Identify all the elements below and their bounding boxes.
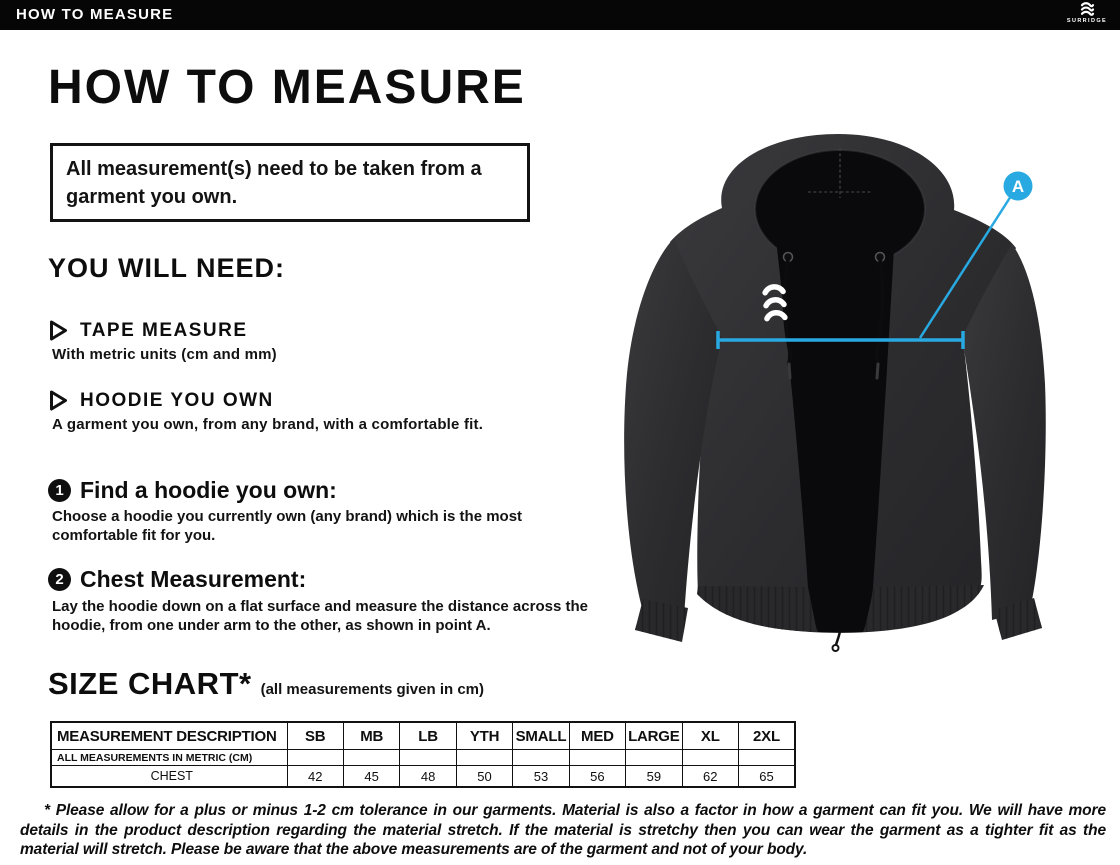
- column-header: 2XL: [739, 722, 796, 750]
- chest-value: 65: [739, 766, 796, 788]
- column-header: SB: [287, 722, 343, 750]
- column-header: SMALL: [513, 722, 569, 750]
- chest-value: 42: [287, 766, 343, 788]
- need-item-hoodie: [48, 389, 274, 412]
- hoodie-image: [618, 126, 1048, 660]
- column-header: MED: [569, 722, 625, 750]
- notice-text: All measurement(s) need to be taken from a garment you own.: [66, 158, 482, 208]
- drawstring-right-tip: [877, 364, 878, 378]
- footnote-text: * Please allow for a plus or minus 1-2 cm tolerance in our garments. Material is also a factor in how a garment can fit you. We will have more details in the product description regarding the material stretch. If the material is stretchy then you can wear the garment as a tighter fit as the material will stretch. Please be aware that the above measurements are of the garment and not of your body.: [20, 802, 1106, 858]
- top-bar: [0, 0, 1120, 30]
- triangle-bullet-icon: [48, 389, 69, 412]
- step-1-number-badge: 1: [48, 479, 71, 502]
- size-chart-note: (all measurements given in cm): [260, 681, 484, 698]
- table-row-metric-note: [51, 750, 795, 766]
- size-chart-table: [50, 721, 796, 788]
- column-header: XL: [682, 722, 738, 750]
- brand-logo: [1062, 2, 1112, 24]
- step-2-number-badge: 2: [48, 568, 71, 591]
- zipper-pull: [833, 645, 839, 651]
- need-item-description: With metric units (cm and mm): [52, 346, 277, 363]
- drawstring-left-tip: [789, 364, 790, 378]
- page-title: HOW TO MEASURE: [48, 61, 526, 114]
- chest-value: 56: [569, 766, 625, 788]
- column-header: LB: [400, 722, 456, 750]
- surridge-logo-icon: [1078, 2, 1096, 17]
- need-item-label: TAPE MEASURE: [80, 319, 248, 341]
- chest-value: 50: [456, 766, 512, 788]
- you-will-need-heading: YOU WILL NEED:: [48, 253, 286, 283]
- chest-value: 62: [682, 766, 738, 788]
- chest-value: 53: [513, 766, 569, 788]
- zipper-tape: [836, 631, 840, 645]
- step-1-heading: [48, 477, 337, 504]
- need-item-description: A garment you own, from any brand, with a comfortable fit.: [52, 416, 484, 433]
- size-chart-header-row: [51, 722, 795, 750]
- table-row-chest: [51, 766, 795, 788]
- hem-rib-left: [697, 586, 817, 632]
- step-2-description: Lay the hoodie down on a flat surface and measure the distance across the hoodie, from one under arm to the other, as shown in point A.: [52, 598, 588, 634]
- column-header: MB: [343, 722, 399, 750]
- step-2-heading: [48, 566, 306, 593]
- step-1-description: Choose a hoodie you currently own (any brand) which is the most comfortable fit for you.: [52, 508, 523, 544]
- hoodie-measurement-diagram: [618, 126, 1048, 660]
- top-bar-title: HOW TO MEASURE: [16, 6, 174, 23]
- chest-value: 59: [626, 766, 682, 788]
- chest-value: 45: [343, 766, 399, 788]
- brand-name: SURRIDGE: [1066, 18, 1108, 24]
- need-item-tape-measure: [48, 319, 248, 342]
- size-chart-heading-row: [48, 666, 484, 702]
- row-label: CHEST: [51, 766, 287, 788]
- size-chart-title: SIZE CHART*: [48, 666, 252, 701]
- notice-box: [50, 143, 530, 222]
- row-label: ALL MEASUREMENTS IN METRIC (CM): [51, 750, 287, 766]
- column-header: LARGE: [626, 722, 682, 750]
- column-header: MEASUREMENT DESCRIPTION: [51, 722, 287, 750]
- step-1-title: Find a hoodie you own:: [80, 477, 337, 503]
- column-header: YTH: [456, 722, 512, 750]
- need-item-label: HOODIE YOU OWN: [80, 389, 274, 411]
- marker-a-label: A: [1011, 177, 1025, 196]
- step-2-title: Chest Measurement:: [80, 566, 307, 592]
- hem-rib-right: [864, 585, 984, 632]
- chest-value: 48: [400, 766, 456, 788]
- triangle-bullet-icon: [48, 319, 69, 342]
